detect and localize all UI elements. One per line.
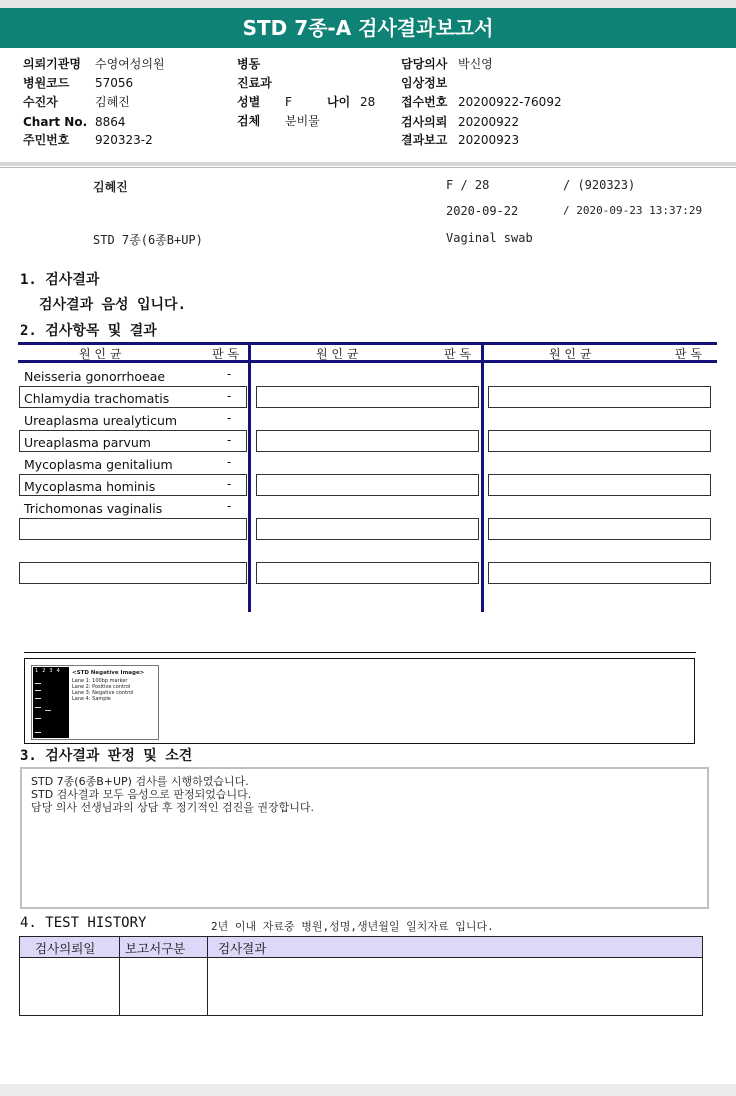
gel-caption (72, 670, 144, 702)
history-note: 2년 이내 자료중 병원,성명,생년월일 일치자료 입니다. (211, 920, 494, 933)
header-row (237, 112, 260, 131)
gel-band (35, 732, 41, 733)
section4-title: 4. TEST HISTORY (20, 915, 147, 931)
row-box (256, 430, 479, 452)
field-label: 검체 (237, 114, 261, 128)
history-table (19, 936, 703, 1016)
opinion-box (20, 767, 709, 909)
gel-caption-line: Lane 3: Negative control (72, 690, 134, 696)
specimen: Vaginal swab (446, 231, 533, 245)
bottom-strip (0, 1084, 736, 1096)
field-value: 20200922 (458, 115, 520, 129)
field-label: 진료과 (237, 76, 272, 90)
field-label: 성별 (237, 95, 261, 109)
age-value: 28 (360, 95, 376, 109)
field-label: 수진자 (23, 95, 58, 109)
history-col-result: 검사결과 (218, 941, 267, 956)
lane-number: 4 (56, 668, 64, 674)
row-box (488, 430, 711, 452)
row-box (488, 562, 711, 584)
opinion-line: 담당 의사 선생님과의 상담 후 정기적인 검진을 권장합니다. (31, 801, 314, 814)
lane-number: 1 (35, 668, 43, 674)
header-row (23, 131, 69, 150)
organism-name: Mycoplasma hominis (24, 479, 156, 494)
organism-result: - (227, 477, 232, 491)
row-box (488, 386, 711, 408)
organism-name: Ureaplasma parvum (24, 435, 151, 450)
field-value: 분비물 (285, 114, 320, 128)
organism-name: Neisseria gonorrhoeae (24, 369, 166, 384)
field-label: 접수번호 (401, 95, 448, 109)
gel-caption-line: Lane 2: Positive control (72, 684, 131, 690)
history-col-divider (119, 937, 120, 1015)
header-row (401, 131, 447, 150)
age-label: 나이 (327, 95, 351, 109)
gel-band (45, 710, 51, 711)
row-box (488, 518, 711, 540)
field-value: 8864 (95, 115, 126, 129)
test-name: STD 7종(6종B+UP) (93, 233, 203, 247)
col-result-3: 판 독 (675, 347, 702, 361)
field-value: 박신영 (458, 57, 493, 71)
field-label: 주민번호 (23, 133, 70, 147)
row-box (488, 474, 711, 496)
field-value: 57056 (95, 76, 134, 90)
row-box (256, 518, 479, 540)
opinion-line: STD 검사결과 모두 음성으로 판정되었습니다. (31, 788, 252, 801)
gel-band (35, 707, 41, 708)
col-organism-2: 원 인 균 (316, 347, 359, 361)
history-header (20, 937, 702, 958)
col-result-1: 판 독 (212, 347, 239, 361)
field-label: 병동 (237, 57, 261, 71)
field-value: 20200922-76092 (458, 95, 562, 109)
grid-header-line (18, 360, 717, 363)
lane-number: 2 (42, 668, 50, 674)
row-box (19, 562, 247, 584)
header-row (237, 93, 260, 112)
gel-lanes (33, 667, 69, 738)
organism-result: - (227, 389, 232, 403)
header-row (401, 113, 447, 132)
lane-numbers (35, 668, 64, 674)
gel-caption-line: Lane 4: Sample (72, 696, 111, 702)
result-summary: 검사결과 음성 입니다. (39, 297, 187, 313)
history-col-divider (207, 937, 208, 1015)
top-strip (0, 0, 736, 8)
organism-name: Mycoplasma genitalium (24, 457, 173, 472)
age-label-row (327, 93, 350, 112)
row-box (19, 518, 247, 540)
organism-result: - (227, 367, 232, 381)
gel-band (35, 683, 41, 684)
field-value: 920323-2 (95, 133, 153, 147)
field-label: 병원코드 (23, 76, 70, 90)
header-row (401, 74, 447, 93)
organism-result: - (227, 455, 232, 469)
organism-name: Trichomonas vaginalis (24, 501, 163, 516)
row-box (256, 386, 479, 408)
grid-divider-2 (481, 342, 484, 612)
history-col-request-date: 검사의뢰일 (35, 941, 96, 956)
gel-band (35, 718, 41, 719)
section2-title: 2. 검사항목 및 결과 (20, 323, 157, 339)
image-top-line (24, 652, 696, 653)
patient-name: 김혜진 (93, 180, 128, 194)
gel-band (35, 690, 41, 691)
organism-result: - (227, 499, 232, 513)
field-value: 20200923 (458, 133, 520, 147)
header-row (23, 55, 81, 74)
field-value: F (285, 95, 292, 109)
patient-sex-age: F / 28 (446, 178, 490, 192)
header-divider-line (0, 167, 736, 168)
field-label: 결과보고 (401, 133, 448, 147)
organism-name: Ureaplasma urealyticum (24, 413, 178, 428)
row-box (256, 474, 479, 496)
col-organism-1: 원 인 균 (79, 347, 122, 361)
header-row (23, 74, 69, 93)
report-title: STD 7종-A 검사결과보고서 (0, 8, 736, 48)
organism-result: - (227, 411, 232, 425)
header-row (23, 113, 87, 132)
header-row (401, 55, 447, 74)
header-divider (0, 162, 736, 166)
report-datetime: / 2020-09-23 13:37:29 (563, 204, 703, 217)
gel-band (35, 698, 41, 699)
grid-divider-1 (248, 342, 251, 612)
header-row (401, 93, 447, 112)
header-row (237, 74, 272, 93)
field-label: Chart No. (23, 115, 88, 129)
header-row (237, 55, 260, 74)
row-box (256, 562, 479, 584)
opinion-line: STD 7종(6종B+UP) 검사를 시행하였습니다. (31, 775, 249, 788)
field-value: 김혜진 (95, 95, 130, 109)
patient-birth: / (920323) (563, 178, 636, 192)
header-row (23, 93, 58, 112)
col-result-2: 판 독 (444, 347, 471, 361)
field-label: 검사의뢰 (401, 115, 448, 129)
field-label: 임상정보 (401, 76, 448, 90)
gel-caption-line: Lane 1: 100bp marker (72, 678, 128, 684)
organism-name: Chlamydia trachomatis (24, 391, 170, 406)
field-label: 담당의사 (401, 57, 448, 71)
section1-title: 1. 검사결과 (20, 272, 100, 288)
lane-number: 3 (49, 668, 57, 674)
request-date: 2020-09-22 (446, 204, 519, 218)
grid-top-line (18, 342, 717, 345)
field-label: 의뢰기관명 (23, 57, 81, 71)
gel-caption-title: <STD Negative Image> (72, 670, 145, 676)
section3-title: 3. 검사결과 판정 및 소견 (20, 748, 193, 764)
col-organism-3: 원 인 균 (549, 347, 592, 361)
organism-result: - (227, 433, 232, 447)
field-value: 수영여성의원 (95, 57, 165, 71)
history-col-report-type: 보고서구분 (125, 941, 186, 956)
